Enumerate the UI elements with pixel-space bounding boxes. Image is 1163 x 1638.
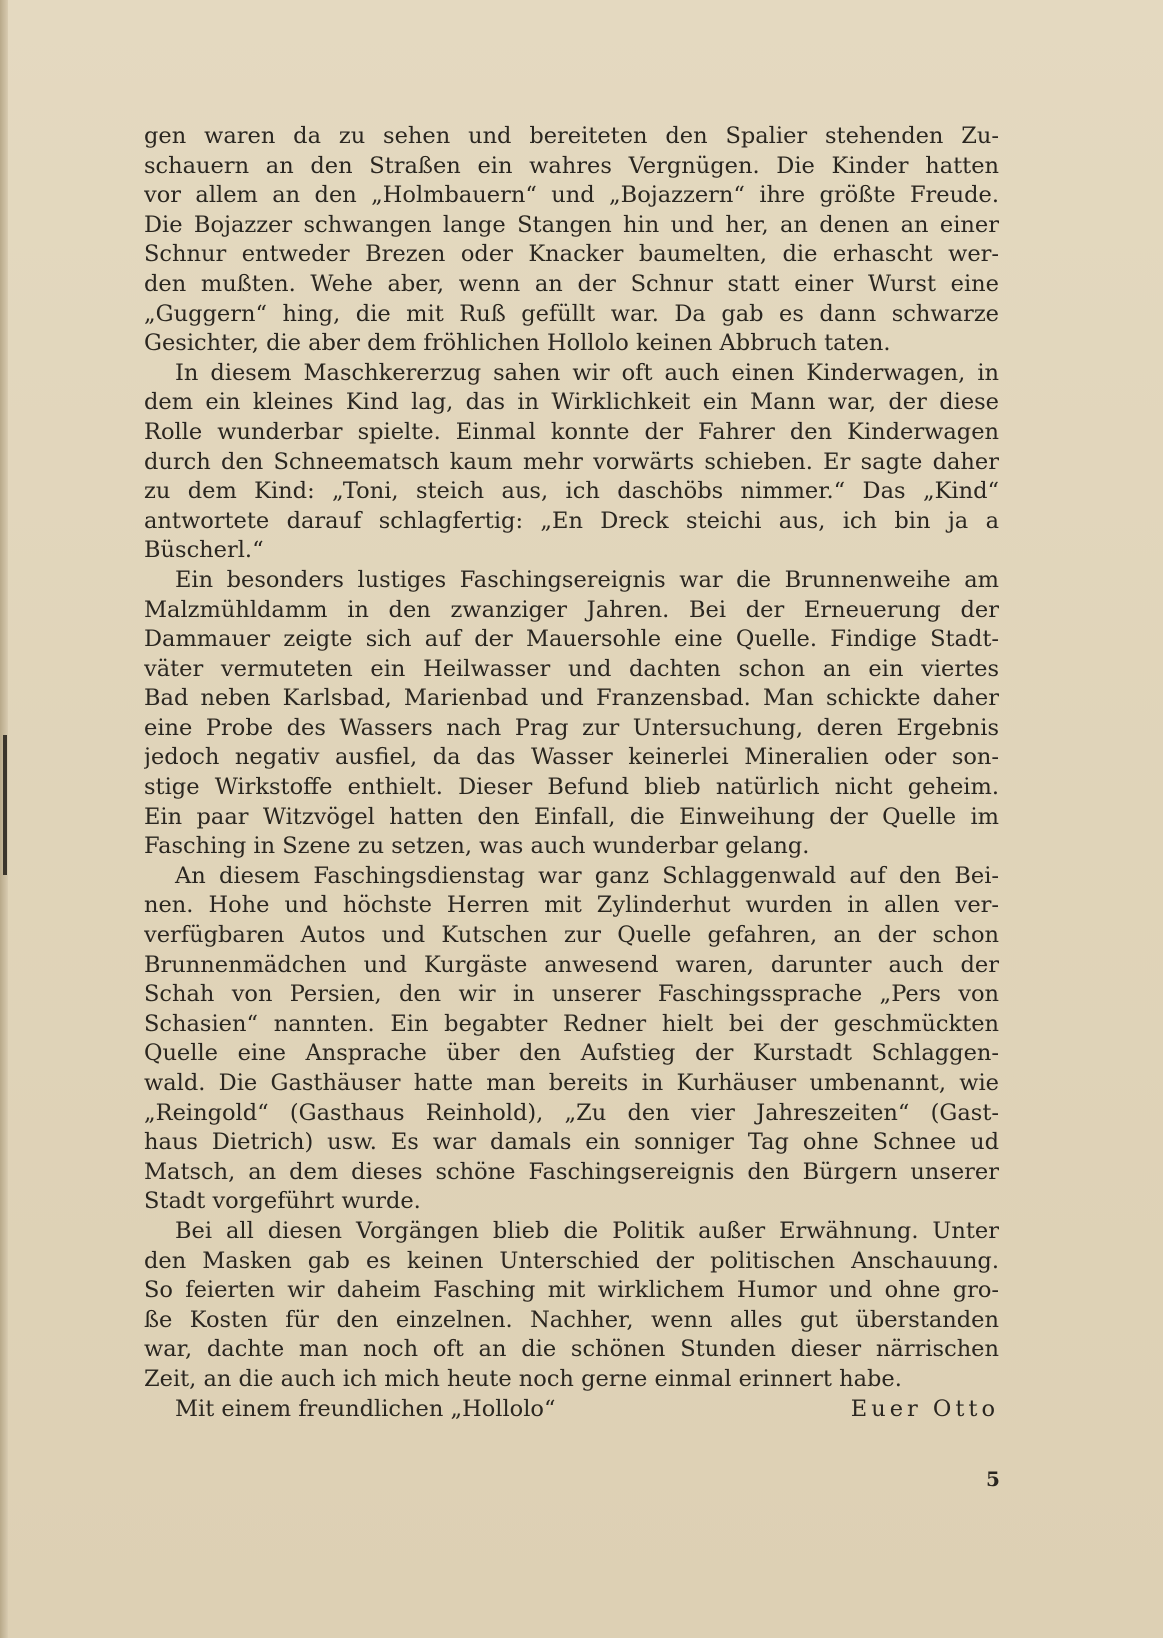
text-line: gen waren da zu sehen und bereiteten den Spalier stehenden Zu- — [144, 123, 999, 149]
paragraph — [144, 862, 999, 1217]
text-line: väter vermuteten ein Heilwasser und dachten schon an ein viertes — [144, 655, 999, 682]
text-line: haus Dietrich) usw. Es war damals ein sonniger Tag ohne Schnee ud — [144, 1129, 999, 1156]
text-line: jedoch negativ ausfiel, da das Wasser keinerlei Mineralien oder son- — [144, 744, 999, 771]
text-line: Schasien“ nannten. Ein begabter Redner hielt bei der geschmückten — [144, 1010, 999, 1037]
text-line: dem ein kleines Kind lag, das in Wirklichkeit ein Mann war, der diese — [144, 389, 999, 416]
page-number: 5 — [986, 1467, 1000, 1491]
text-line: Rolle wunderbar spielte. Einmal konnte der Fahrer den Kinderwagen — [144, 418, 999, 445]
paragraph — [144, 566, 999, 862]
text-line: Malzmühldamm in den zwanziger Jahren. Bei der Erneuerung der — [144, 596, 999, 623]
text-line: Gesichter, die aber dem fröhlichen Hollolo keinen Abbruch taten. — [144, 330, 891, 357]
text-line: schauern an den Straßen ein wahres Vergnügen. Die Kinder hatten — [144, 152, 999, 179]
text-line: nen. Hohe und höchste Herren mit Zylinderhut wurden in allen ver- — [144, 892, 999, 919]
paragraph — [144, 359, 999, 566]
text-line: durch den Schneematsch kaum mehr vorwärts schieben. Er sagte daher — [144, 448, 999, 475]
text-line: den Masken gab es keinen Unterschied der politischen Anschauung. — [144, 1247, 999, 1274]
text-line: An diesem Faschingsdienstag war ganz Schlaggenwald auf den Bei- — [175, 862, 999, 889]
body-text — [144, 122, 999, 1424]
signoff-line — [144, 1395, 999, 1425]
text-line: Schnur entweder Brezen oder Knacker baumelten, die erhascht wer- — [144, 241, 999, 268]
text-line: In diesem Maschkererzug sahen wir oft auch einen Kinderwagen, in — [175, 359, 999, 386]
text-line: Brunnenmädchen und Kurgäste anwesend waren, darunter auch der — [144, 951, 999, 978]
text-line: Bei all diesen Vorgängen blieb die Politik außer Erwähnung. Unter — [175, 1217, 999, 1244]
text-line: So feierten wir daheim Fasching mit wirklichem Humor und ohne gro- — [144, 1277, 999, 1304]
text-line: antwortete darauf schlagfertig: „En Dreck steichi aus, ich bin ja a — [144, 507, 999, 534]
text-line: Büscherl.“ — [144, 537, 264, 564]
text-line: Fasching in Szene zu setzen, was auch wunderbar gelang. — [144, 833, 810, 860]
text-line: stige Wirkstoffe enthielt. Dieser Befund blieb natürlich nicht geheim. — [144, 774, 999, 801]
text-line: Quelle eine Ansprache über den Aufstieg der Kurstadt Schlaggen- — [144, 1040, 999, 1067]
text-line: Dammauer zeigte sich auf der Mauersohle eine Quelle. Findige Stadt- — [144, 626, 999, 653]
text-line: Schah von Persien, den wir in unserer Faschingssprache „Pers von — [144, 981, 999, 1008]
signoff-greeting: Mit einem freundlichen „Hollolo“ — [175, 1395, 556, 1422]
text-line: Ein paar Witzvögel hatten den Einfall, die Einweihung der Quelle im — [144, 803, 999, 830]
paragraph — [144, 122, 999, 359]
text-line: verfügbaren Autos und Kutschen zur Quelle gefahren, an der schon — [144, 922, 999, 949]
text-line: war, dachte man noch oft an die schönen Stunden dieser närrischen — [144, 1336, 999, 1363]
signoff-signature: Euer Otto — [850, 1395, 999, 1422]
text-line: „Reingold“ (Gasthaus Reinhold), „Zu den vier Jahreszeiten“ (Gast- — [144, 1099, 999, 1126]
text-line: eine Probe des Wassers nach Prag zur Untersuchung, deren Ergebnis — [144, 714, 999, 741]
text-line: zu dem Kind: „Toni, steich aus, ich daschöbs nimmer.“ Das „Kind“ — [144, 478, 999, 505]
text-line: vor allem an den „Holmbauern“ und „Bojazzern“ ihre größte Freude. — [144, 182, 999, 209]
binding-mark — [3, 735, 7, 875]
text-line: Ein besonders lustiges Faschingsereignis war die Brunnenweihe am — [175, 566, 999, 593]
paragraph — [144, 1217, 999, 1395]
text-line: Die Bojazzer schwangen lange Stangen hin und her, an denen an einer — [144, 211, 999, 238]
text-line: „Guggern“ hing, die mit Ruß gefüllt war. Da gab es dann schwarze — [144, 300, 999, 327]
text-line: den mußten. Wehe aber, wenn an der Schnur statt einer Wurst eine — [144, 270, 999, 297]
text-line: wald. Die Gasthäuser hatte man bereits in Kurhäuser umbenannt, wie — [144, 1070, 999, 1096]
text-line: Stadt vorgeführt wurde. — [144, 1188, 421, 1215]
text-line: Zeit, an die auch ich mich heute noch gerne einmal erinnert habe. — [144, 1365, 902, 1392]
text-line: Matsch, an dem dieses schöne Faschingsereignis den Bürgern unserer — [144, 1158, 999, 1185]
text-line: ße Kosten für den einzelnen. Nachher, wenn alles gut überstanden — [144, 1306, 999, 1333]
text-line: Bad neben Karlsbad, Marienbad und Franzensbad. Man schickte daher — [144, 685, 999, 712]
